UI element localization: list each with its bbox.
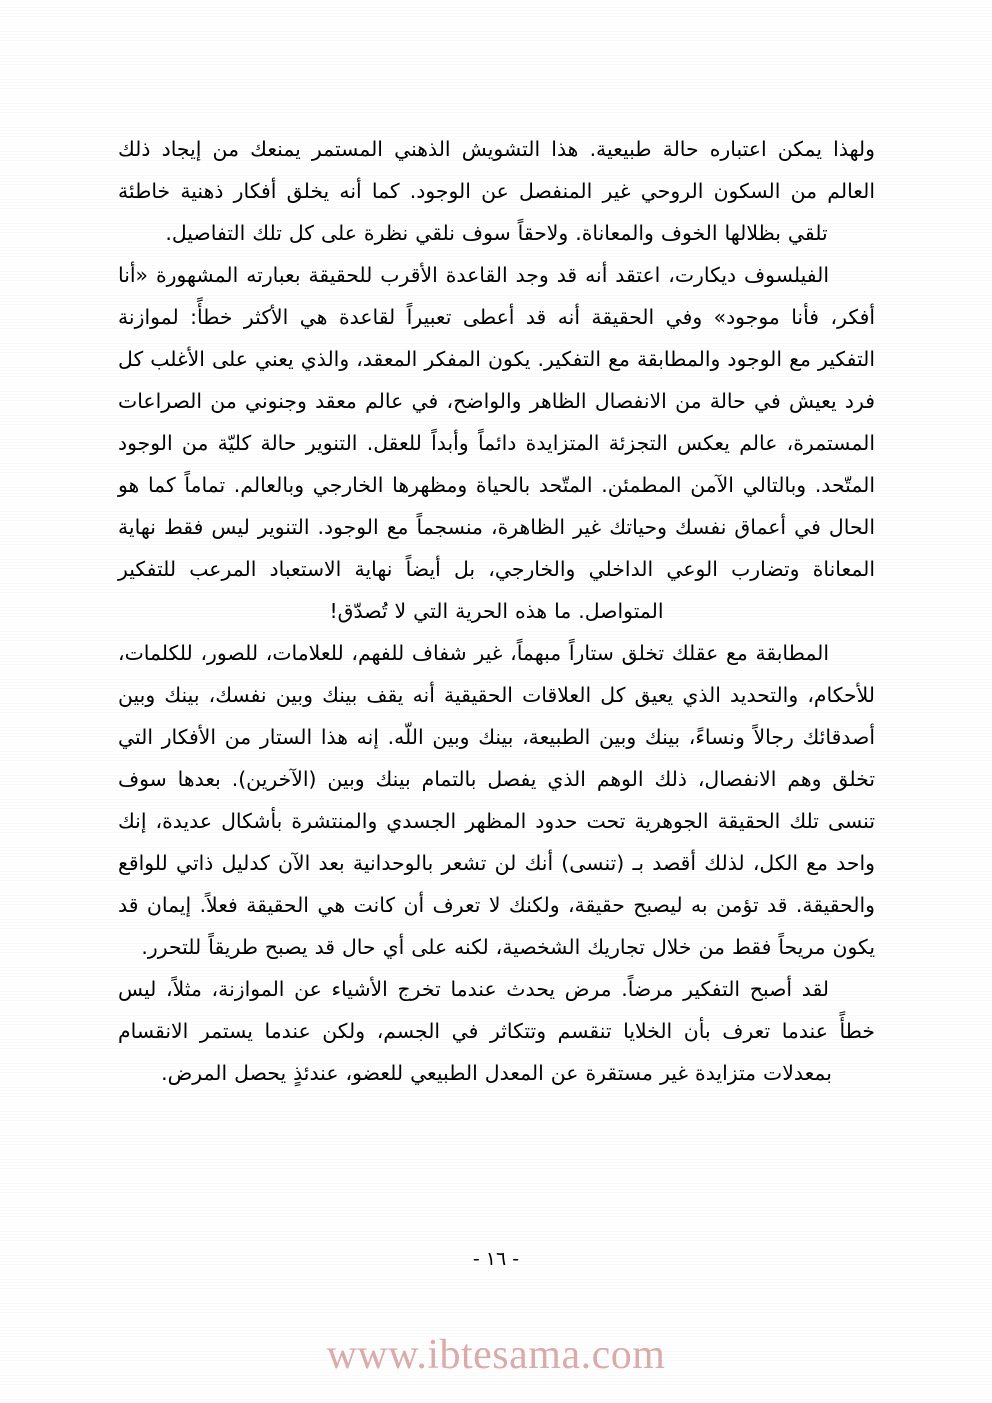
- paragraph-1: ولهذا يمكن اعتباره حالة طبيعية. هذا التشويش الذهني المستمر يمنعك من إيجاد ذلك العالم من السكون الروحي غير المنفصل عن الوجود. كما أنه يخلق أفكار ذهنية خاطئة تلقي بظلالها الخوف والمعاناة. ولاحقاً سوف نلقي نظرة على كل تلك التفاصيل.: [118, 137, 875, 245]
- paragraph-4: لقد أصبح التفكير مرضاً. مرض يحدث عندما تخرج الأشياء عن الموازنة، مثلاً، ليس خطأً عندما تعرف بأن الخلايا تنقسم وتتكاثر في الجسم، ولكن عندما يستمر الانقسام بمعدلات متزايدة غير مستقرة عن المعدل الطبيعي للعضو، عندئذٍ يحصل المرض.: [118, 977, 875, 1085]
- site-watermark: www.ibtesama.com: [326, 1332, 666, 1378]
- body-text-column: [118, 128, 875, 1094]
- page-number: - ١٦ -: [472, 1248, 520, 1270]
- paragraph-3: المطابقة مع عقلك تخلق ستاراً مبهماً، غير شفاف للفهم، للعلامات، للصور، للكلمات، للأحكام، والتحديد الذي يعيق كل العلاقات الحقيقية أنه يقف بينك وبين نفسك، بينك وبين أصدقائك رجالاً ونساءً، بينك وبين الطبيعة، بينك وبين اللّه. إنه هذا الستار من الأفكار التي تخلق وهم الانفصال، ذلك الوهم الذي يفصل بالتمام بينك وبين (الآخرين). بعدها سوف تنسى تلك الحقيقة الجوهرية تحت حدود المظهر الجسدي والمنتشرة بأشكال عديدة، إنك واحد مع الكل، لذلك أقصد بـ (تنسى) أنك لن تشعر بالوحدانية بعد الآن كدليل ذاتي للواقع والحقيقة. قد تؤمن به ليصبح حقيقة، ولكنك لا تعرف أن كانت هي الحقيقة فعلاً. إيمان قد يكون مريحاً فقط من خلال تجاريك الشخصية، لكنه على أي حال قد يصبح طريقاً للتحرر.: [118, 641, 875, 959]
- paragraph-2: الفيلسوف ديكارت، اعتقد أنه قد وجد القاعدة الأقرب للحقيقة بعبارته المشهورة «أنا أفكر، فأنا موجود» وفي الحقيقة أنه قد أعطى تعبيراً لقاعدة هي الأكثر خطأً: لموازنة التفكير مع الوجود والمطابقة مع التفكير. يكون المفكر المعقد، والذي يعني على الأغلب كل فرد يعيش في حالة من الانفصال الظاهر والواضح، في عالم معقد وجنوني من الصراعات المستمرة، عالم يعكس التجزئة المتزايدة دائماً وأبداً للعقل. التنوير حالة كليّة من الوجود المتّحد. وبالتالي الآمن المطمئن. المتّحد بالحياة ومظهرها الخارجي وبالعالم. تماماً كما هو الحال في أعماق نفسك وحياتك غير الظاهرة، منسجماً مع الوجود. التنوير ليس فقط نهاية المعاناة وتضارب الوعي الداخلي والخارجي، بل أيضاً نهاية الاستعباد المرعب للتفكير المتواصل. ما هذه الحرية التي لا تُصدّق!: [118, 263, 875, 623]
